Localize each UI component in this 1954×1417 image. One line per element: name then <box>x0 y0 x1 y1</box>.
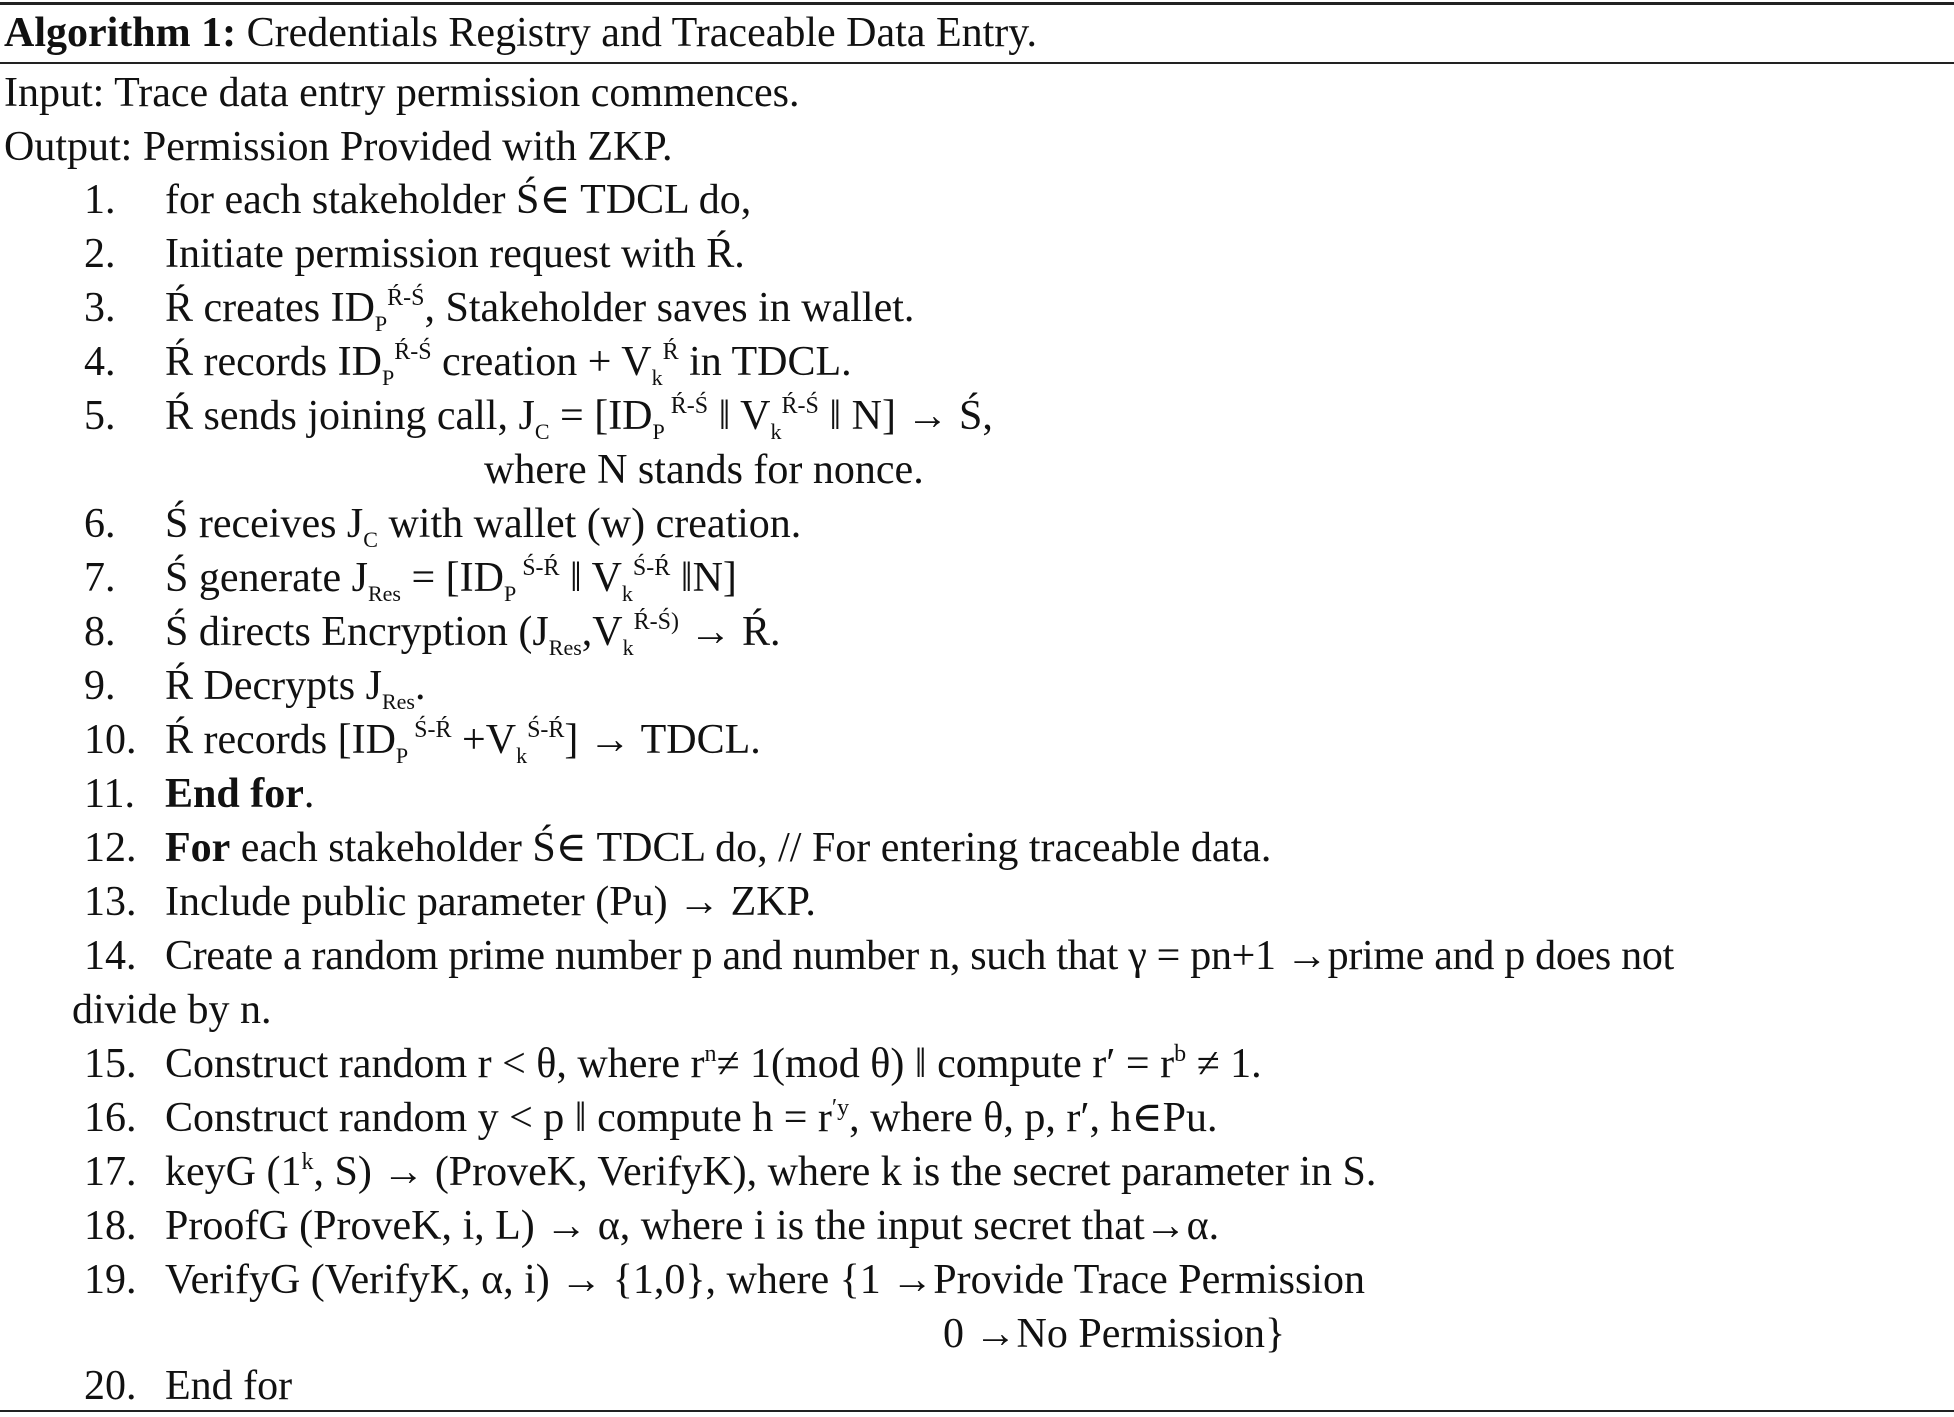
step-text: For each stakeholder Ś∈ TDCL do, // For entering traceable data. <box>165 825 1272 871</box>
output-line <box>4 120 673 174</box>
step-text: Ŕ sends joining call, $J_C = [ID_P$ $^{Ŕ-Ś}$ ‖ $V_k^{Ŕ-Ś}$ ‖ N] → Ś, <box>165 393 993 444</box>
step-number: 2. <box>84 231 116 277</box>
step-number: 10. <box>84 717 137 763</box>
keyword-end-for: End for <box>165 771 304 817</box>
step-number: 8. <box>84 609 116 655</box>
step-text: Ś directs Encryption ($J_{Res},V_k^{Ŕ-Ś)}$ → Ŕ. <box>165 609 781 660</box>
step-text: VerifyG (VerifyK, α, i) → {1,0}, where {1 →Provide Trace Permission <box>165 1257 1365 1303</box>
step-number: 9. <box>84 663 116 709</box>
step-text: Initiate permission request with Ŕ. <box>165 231 745 277</box>
top-rule <box>0 2 1954 5</box>
step-text: Ŕ records [$ID_P$ $^{Ś-Ŕ} +V_k^{Ś-Ŕ}$] → TDCL. <box>165 717 761 768</box>
input-text: Input: Trace data entry permission commences. <box>4 70 800 116</box>
step-text: Ŕ creates $ID_P^{Ŕ-Ś}$, Stakeholder saves in wallet. <box>165 285 915 336</box>
step-number: 16. <box>84 1095 137 1141</box>
step-text: Construct random y < p ‖ compute $h = r^{'y}$, where θ, p, r′, h∈Pu. <box>165 1095 1218 1141</box>
step-number: 15. <box>84 1041 137 1087</box>
step-text: where N stands for nonce. <box>484 447 924 493</box>
step-text: divide by n. <box>72 987 272 1033</box>
step-text: keyG (1$^k$, S) → (ProveK, VerifyK), where k is the secret parameter in S. <box>165 1149 1377 1195</box>
step-number: 19. <box>84 1257 137 1303</box>
step-number: 1. <box>84 177 116 223</box>
step-number: 7. <box>84 555 116 601</box>
step-text: for each stakeholder Ś∈ TDCL do, <box>165 177 752 223</box>
input-line <box>4 66 799 120</box>
output-text: Output: Permission Provided with ZKP. <box>4 124 673 170</box>
step-number: 18. <box>84 1203 137 1249</box>
step-text: End for <box>165 1363 293 1409</box>
title-rule <box>0 62 1954 64</box>
step-number: 4. <box>84 339 116 385</box>
step-text: Ś receives $J_C$ with wallet (w) creation. <box>165 501 802 552</box>
bottom-rule <box>0 1410 1954 1412</box>
step-text: Ŕ Decrypts $J_{Res}$. <box>165 663 426 714</box>
step-text: End for. <box>165 771 315 817</box>
step-text: Construct random r < θ, where $r^n\ne 1(mod$ θ) ‖ compute $r' = r^b \ne 1$. <box>165 1041 1262 1087</box>
step-number: 11. <box>84 771 135 817</box>
step-number: 13. <box>84 879 137 925</box>
algorithm-title <box>4 6 1037 60</box>
step-text: 0 →No Permission} <box>943 1311 1286 1357</box>
step-19-continuation <box>943 1307 1285 1361</box>
step-text: Ś generate $J_{Res} = [ID_P$ $^{Ś-Ŕ}$ ‖ $V_k^{Ś-Ŕ}$ ‖N] <box>165 555 737 606</box>
step-number: 12. <box>84 825 137 871</box>
step-number: 17. <box>84 1149 137 1195</box>
step-text: Create a random prime number p and number n, such that γ = pn+1 →prime and p does not <box>165 933 1674 979</box>
step-5-continuation <box>484 443 924 497</box>
step-number: 3. <box>84 285 116 331</box>
keyword-for: For <box>165 825 231 871</box>
step-14-continuation <box>72 983 271 1037</box>
step-text: ProofG (ProveK, i, L) → α, where i is the input secret that→α. <box>165 1203 1220 1249</box>
step-number: 20. <box>84 1363 137 1409</box>
step-number: 6. <box>84 501 116 547</box>
step-text: Ŕ records $ID_P^{Ŕ-Ś}$ creation + $V_k^Ŕ$ in TDCL. <box>165 339 852 390</box>
step-text: Include public parameter (Pu) → ZKP. <box>165 879 816 925</box>
step-number: 5. <box>84 393 116 439</box>
algorithm-caption: Credentials Registry and Traceable Data Entry. <box>246 10 1038 56</box>
step-number: 14. <box>84 933 137 979</box>
algorithm-label: Algorithm 1: <box>4 10 237 56</box>
